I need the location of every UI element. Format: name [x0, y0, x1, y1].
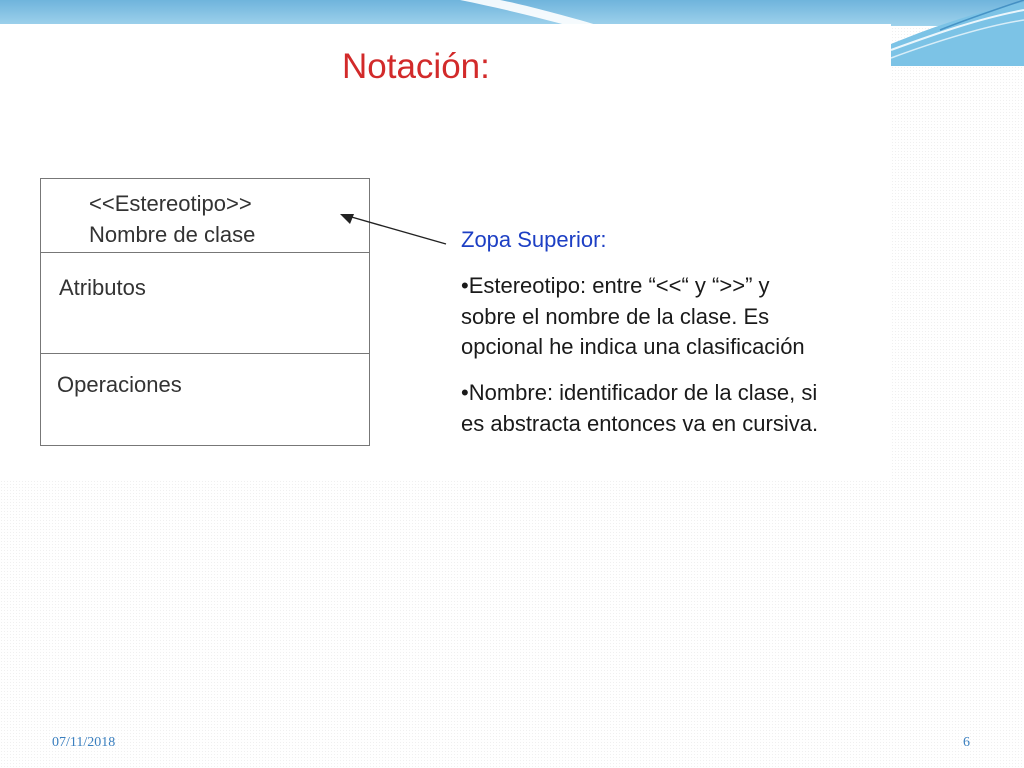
uml-header-compartment — [41, 179, 369, 253]
annotation-line: es abstracta entonces va en cursiva. — [461, 411, 819, 436]
stereotype-label: <<Estereotipo>> — [89, 191, 252, 216]
class-name-label: Nombre de clase — [89, 222, 256, 247]
annotation-line: opcional he indica una clasificación — [461, 334, 805, 359]
page-number: 6 — [963, 735, 970, 750]
uml-class-box — [40, 178, 370, 446]
annotation-line: sobre el nombre de la clase. Es — [461, 304, 770, 329]
annotation-heading: Zopa Superior: — [461, 227, 607, 252]
uml-operations-compartment — [41, 354, 369, 445]
operations-label: Operaciones — [57, 372, 182, 397]
pointer-arrow — [336, 204, 448, 250]
uml-attributes-compartment — [41, 253, 369, 354]
footer-date: 07/11/2018 — [52, 735, 116, 750]
annotation-line: •Estereotipo: entre “<<“ y “>>” y — [461, 273, 770, 298]
attributes-label: Atributos — [59, 275, 146, 300]
slide-title: Notación: — [342, 47, 490, 86]
annotation-line: •Nombre: identificador de la clase, si — [461, 380, 818, 405]
